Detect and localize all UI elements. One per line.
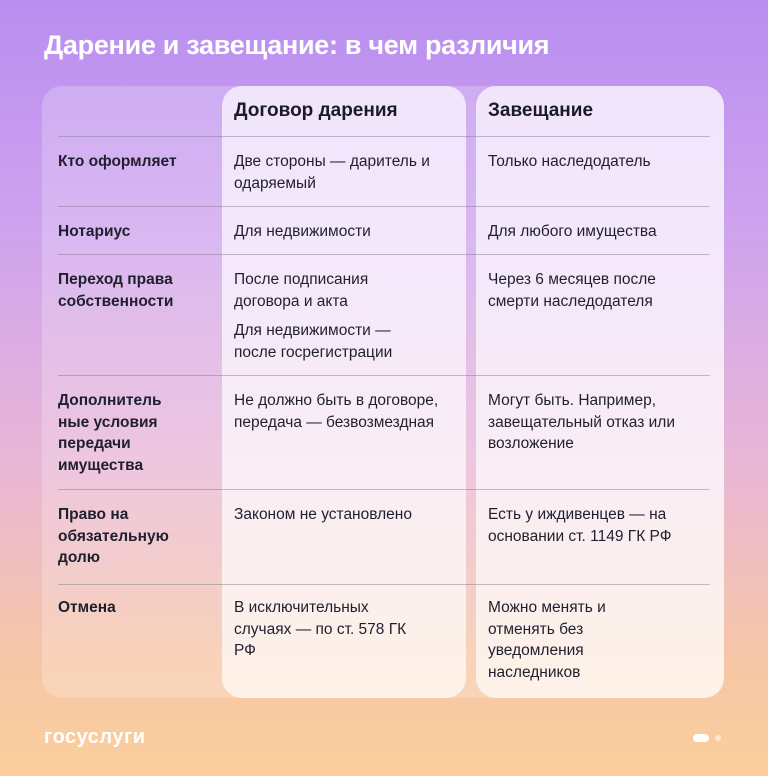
cell-will-conditions: Могут быть. Например, завещательный отказ или возложение <box>488 392 675 452</box>
row-label-ownership: Переход права собственности <box>58 271 174 310</box>
row-label-conditions: Дополнитель ные условия передачи имущества <box>58 392 162 474</box>
header-gift: Договор дарения <box>234 100 398 121</box>
row-divider <box>58 206 710 207</box>
pagination-dot[interactable] <box>715 735 721 741</box>
cell-gift-cancellation: В исключительных случаях — по ст. 578 ГК РФ <box>234 599 407 659</box>
cell-will-ownership: Через 6 месяцев после смерти наследодателя <box>488 271 656 310</box>
cell-will-notary: Для любого имущества <box>488 223 657 240</box>
cell-will-who: Только наследодатель <box>488 153 651 170</box>
pagination-dot-active[interactable] <box>693 734 709 742</box>
row-divider <box>58 136 710 137</box>
row-divider <box>58 375 710 376</box>
row-label-who: Кто оформляет <box>58 153 177 170</box>
cell-gift-conditions: Не должно быть в договоре, передача — безвозмездная <box>234 392 439 431</box>
cell-gift-mandatory-share: Законом не установлено <box>234 506 412 523</box>
gosuslugi-logo: госуслуги <box>44 726 146 748</box>
row-divider <box>58 489 710 490</box>
row-label-cancellation: Отмена <box>58 599 116 616</box>
cell-gift-ownership: После подписания договора и акта <box>234 271 369 310</box>
cell-will-cancellation: Можно менять и отменять без уведомления наследников <box>488 599 606 681</box>
row-divider <box>58 584 710 585</box>
cell-gift-who: Две стороны — даритель и одаряемый <box>234 153 430 192</box>
row-label-mandatory-share: Право на обязательную долю <box>58 506 169 566</box>
page-title: Дарение и завещание: в чем различия <box>44 30 550 60</box>
cell-will-mandatory-share: Есть у иждивенцев — на основании ст. 1149 ГК РФ <box>488 506 672 545</box>
cell-gift-ownership-extra: Для недвижимости — после госрегистрации <box>234 322 393 361</box>
row-label-notary: Нотариус <box>58 223 131 240</box>
header-will: Завещание <box>488 100 594 121</box>
row-divider <box>58 254 710 255</box>
cell-gift-notary: Для недвижимости <box>234 223 371 240</box>
